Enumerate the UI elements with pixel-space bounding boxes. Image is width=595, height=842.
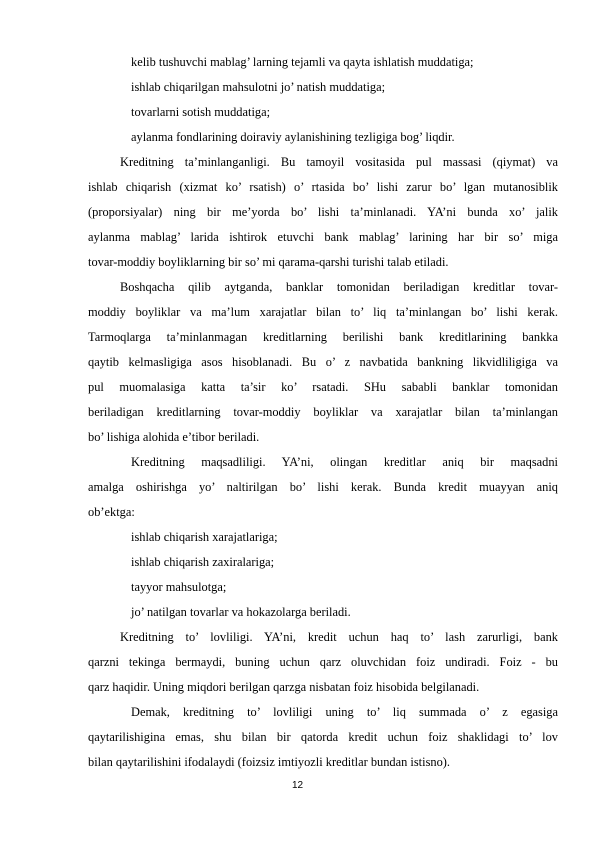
list-item: ishlab chiqarish xarajatlariga; <box>131 530 278 544</box>
list-item: kelib tushuvchi mablag’ larning tejamli va qayta ishlatish muddatiga; <box>131 55 474 69</box>
paragraph-line: qarz haqidir. Uning miqdori berilgan qarzga nisbatan foiz hisobida belgilanadi. <box>88 680 480 694</box>
list-item: ishlab chiqarilgan mahsulotni jo’ natish muddatiga; <box>131 80 386 94</box>
paragraph-line: bo’ lishiga alohida e’tibor beriladi. <box>88 430 260 444</box>
paragraph-line: qarzni tekinga bermaydi, buning uchun qarz oluvchidan foiz undiradi. Foiz - bu <box>88 655 558 669</box>
page-number: 12 <box>291 780 304 791</box>
paragraph-line: beriladigan kreditlarning tovar-moddiy boyliklar va xarajatlar bilan ta’minlangan <box>88 405 558 419</box>
paragraph-line: Demak, kreditning to’ lovliligi uning to’ liq summada o’ z egasiga <box>131 705 558 719</box>
list-item: tayyor mahsulotga; <box>131 580 227 594</box>
list-item: tovarlarni sotish muddatiga; <box>131 105 271 119</box>
list-item: jo’ natilgan tovarlar va hokazolarga beriladi. <box>131 605 351 619</box>
paragraph-line: amalga oshirishga yo’ naltirilgan bo’ lishi kerak. Bunda kredit muayyan aniq <box>88 480 558 494</box>
paragraph-line: qaytarilishigina emas, shu bilan bir qatorda kredit uchun foiz shaklidagi to’ lov <box>88 730 558 744</box>
paragraph-line: bilan qaytarilishini ifodalaydi (foizsiz imtiyozli kreditlar bundan istisno). <box>88 755 451 769</box>
paragraph-line: Kreditning maqsadliligi. YA’ni, olingan kreditlar aniq bir maqsadni <box>131 455 558 469</box>
paragraph-line: (proporsiyalar) ning bir me’yorda bo’ lishi ta’minlanadi. YA’ni bunda xo’ jalik <box>88 205 558 219</box>
paragraph-line: tovar-moddiy boyliklarning bir so’ mi qarama-qarshi turishi talab etiladi. <box>88 255 449 269</box>
paragraph-line: aylanma mablag’ larida ishtirok etuvchi bank mablag’ larining har bir so’ miga <box>88 230 558 244</box>
list-item: aylanma fondlarining doiraviy aylanishining tezligiga bog’ liqdir. <box>131 130 455 144</box>
paragraph-line: Kreditning to’ lovliligi. YA’ni, kredit uchun haq to’ lash zarurligi, bank <box>120 630 558 644</box>
paragraph-line: ishlab chiqarish (xizmat ko’ rsatish) o’ rtasida bo’ lishi zarur bo’ lgan mutanosiblik <box>88 180 558 194</box>
list-item: ishlab chiqarish zaxiralariga; <box>131 555 275 569</box>
paragraph-line: ob’ektga: <box>88 505 135 519</box>
paragraph-line: Boshqacha qilib aytganda, banklar tomonidan beriladigan kreditlar tovar- <box>120 280 558 294</box>
paragraph-line: Tarmoqlarga ta’minlanmagan kreditlarning berilishi bank kreditlarining bankka <box>88 330 558 344</box>
paragraph-line: moddiy boyliklar va ma’lum xarajatlar bilan to’ liq ta’minlangan bo’ lishi kerak. <box>88 305 558 319</box>
paragraph-line: pul muomalasiga katta ta’sir ko’ rsatadi. SHu sababli banklar tomonidan <box>88 380 558 394</box>
paragraph-line: qaytib kelmasligiga asos hisoblanadi. Bu o’ z navbatida bankning likvidliligiga va <box>88 355 558 369</box>
paragraph-line: Kreditning ta’minlanganligi. Bu tamoyil vositasida pul massasi (qiymat) va <box>120 155 558 169</box>
